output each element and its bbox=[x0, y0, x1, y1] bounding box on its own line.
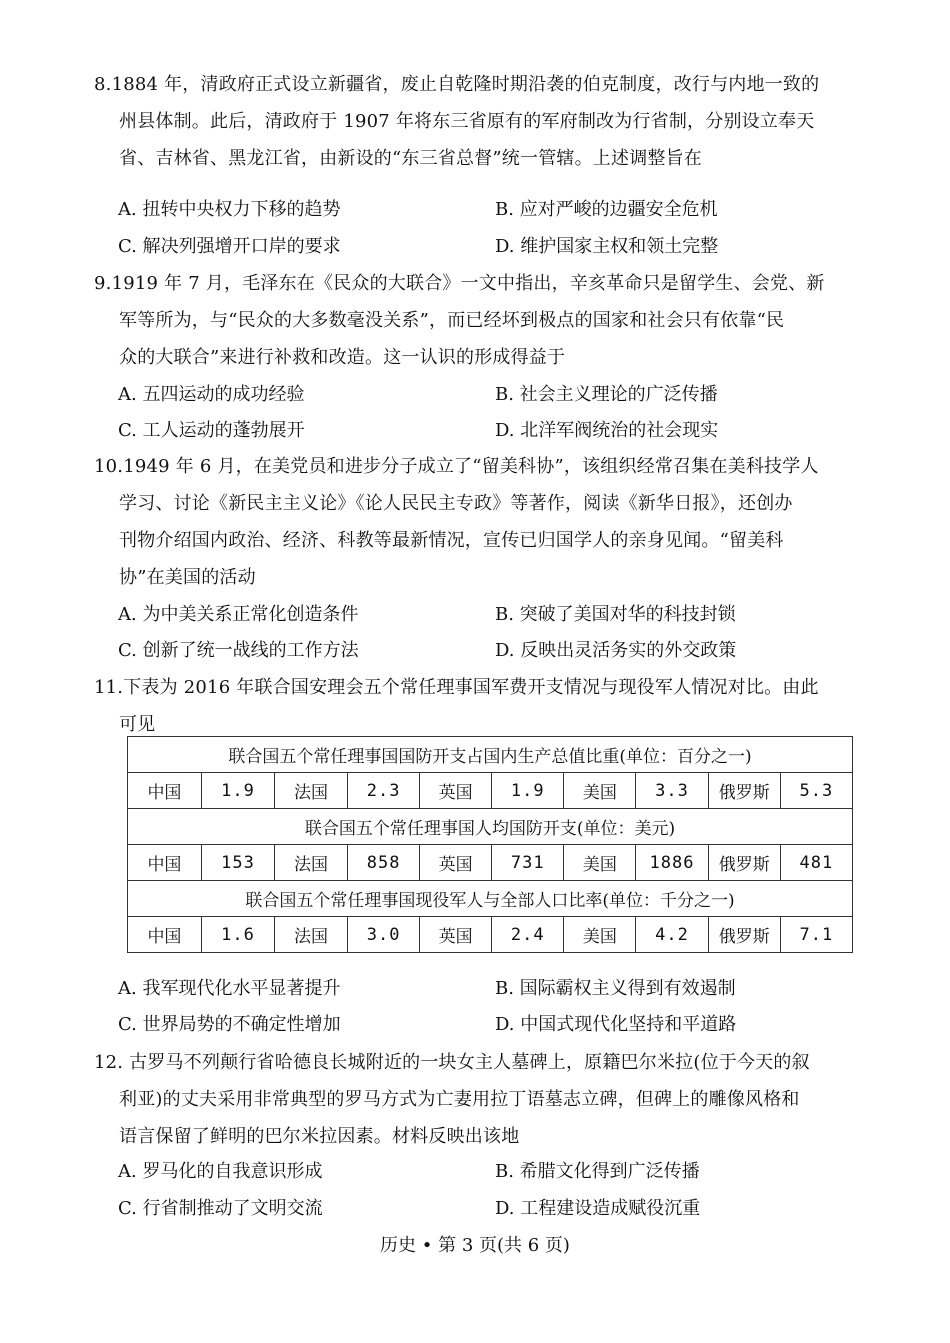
question-12-line-1: 12. 古罗马不列颠行省哈德良长城附近的一块女主人墓碑上，原籍巴尔米拉(位于今天的叙 bbox=[94, 1052, 810, 1073]
question-10-option-b[interactable]: B. 突破了美国对华的科技封锁 bbox=[495, 604, 736, 625]
table-title-per-capita: 联合国五个常任理事国人均国防开支(单位：美元) bbox=[128, 809, 853, 845]
country-cell: 美国 bbox=[564, 773, 636, 809]
country-cell: 中国 bbox=[128, 773, 202, 809]
country-cell: 法国 bbox=[275, 773, 348, 809]
country-cell: 中国 bbox=[128, 917, 202, 953]
question-12-option-b[interactable]: B. 希腊文化得到广泛传播 bbox=[495, 1161, 700, 1182]
table-row-title-2 bbox=[128, 809, 853, 845]
question-8-option-b[interactable]: B. 应对严峻的边疆安全危机 bbox=[495, 199, 718, 220]
table-row bbox=[128, 917, 853, 953]
question-9 bbox=[94, 265, 856, 376]
value-cell: 5.3 bbox=[780, 773, 852, 809]
country-cell: 俄罗斯 bbox=[708, 845, 780, 881]
question-10-line-2: 学习、讨论《新民主主义论》《论人民民主专政》等著作，阅读《新华日报》，还创办 bbox=[119, 493, 793, 514]
question-11-line-2: 可见 bbox=[119, 714, 156, 735]
table-row-title-3 bbox=[128, 881, 853, 917]
question-10-line-1: 10.1949 年 6 月，在美党员和进步分子成立了“留美科协”，该组织经常召集在美科技学人 bbox=[94, 456, 819, 477]
table-title-gdp-share: 联合国五个常任理事国国防开支占国内生产总值比重(单位：百分之一) bbox=[128, 737, 853, 773]
question-10-option-d[interactable]: D. 反映出灵活务实的外交政策 bbox=[495, 640, 737, 661]
value-cell: 1.9 bbox=[492, 773, 564, 809]
question-9-line-1: 9.1919 年 7 月，毛泽东在《民众的大联合》一文中指出，辛亥革命只是留学生、会党、新 bbox=[94, 273, 825, 294]
page-footer: 历史 • 第 3 页(共 6 页) bbox=[380, 1235, 570, 1256]
value-cell: 1.6 bbox=[201, 917, 274, 953]
country-cell: 俄罗斯 bbox=[708, 917, 780, 953]
question-9-option-a[interactable]: A. 五四运动的成功经验 bbox=[118, 384, 305, 405]
question-8 bbox=[94, 66, 856, 177]
question-8-line-1: 8.1884 年，清政府正式设立新疆省，废止自乾隆时期沿袭的伯克制度，改行与内地一致的 bbox=[94, 74, 820, 95]
table-title-active-duty: 联合国五个常任理事国现役军人与全部人口比率(单位：千分之一) bbox=[128, 881, 853, 917]
value-cell: 481 bbox=[780, 845, 852, 881]
country-cell: 法国 bbox=[275, 917, 348, 953]
question-11 bbox=[94, 669, 856, 743]
country-cell: 英国 bbox=[420, 773, 492, 809]
question-8-line-3: 省、吉林省、黑龙江省，由新设的“东三省总督”统一管辖。上述调整旨在 bbox=[119, 148, 703, 169]
question-10-option-c[interactable]: C. 创新了统一战线的工作方法 bbox=[118, 640, 359, 661]
question-12-option-d[interactable]: D. 工程建设造成赋役沉重 bbox=[495, 1198, 701, 1219]
question-10-option-a[interactable]: A. 为中美关系正常化创造条件 bbox=[118, 604, 359, 625]
question-9-line-3: 众的大联合”来进行补救和改造。这一认识的形成得益于 bbox=[119, 347, 566, 368]
question-10-line-4: 协”在美国的活动 bbox=[119, 567, 256, 588]
military-spending-table bbox=[127, 736, 853, 953]
question-8-option-a[interactable]: A. 扭转中央权力下移的趋势 bbox=[118, 199, 341, 220]
question-9-option-c[interactable]: C. 工人运动的蓬勃展开 bbox=[118, 420, 305, 441]
question-10-options-row-2 bbox=[118, 632, 858, 669]
question-9-line-2: 军等所为，与“民众的大多数毫没关系”，而已经坏到极点的国家和社会只有依靠“民 bbox=[119, 310, 785, 331]
value-cell: 3.3 bbox=[636, 773, 708, 809]
question-12-line-2: 利亚)的丈夫采用非常典型的罗马方式为亡妻用拉丁语墓志立碑，但碑上的雕像风格和 bbox=[119, 1089, 800, 1110]
question-11-option-d[interactable]: D. 中国式现代化坚持和平道路 bbox=[495, 1014, 737, 1035]
question-12-option-c[interactable]: C. 行省制推动了文明交流 bbox=[118, 1198, 323, 1219]
value-cell: 731 bbox=[492, 845, 564, 881]
value-cell: 7.1 bbox=[780, 917, 852, 953]
question-11-line-1: 11.下表为 2016 年联合国安理会五个常任理事国军费开支情况与现役军人情况对比。由此 bbox=[94, 677, 819, 698]
value-cell: 153 bbox=[201, 845, 274, 881]
country-cell: 美国 bbox=[564, 845, 636, 881]
question-8-options-row-2 bbox=[118, 228, 858, 265]
country-cell: 美国 bbox=[564, 917, 636, 953]
question-11-option-b[interactable]: B. 国际霸权主义得到有效遏制 bbox=[495, 978, 736, 999]
question-11-option-a[interactable]: A. 我军现代化水平显著提升 bbox=[118, 978, 341, 999]
question-12-line-3: 语言保留了鲜明的巴尔米拉因素。材料反映出该地 bbox=[119, 1126, 520, 1147]
question-12 bbox=[94, 1044, 856, 1155]
question-12-options-row-1 bbox=[118, 1153, 858, 1190]
value-cell: 4.2 bbox=[636, 917, 708, 953]
question-11-options-row-2 bbox=[118, 1006, 858, 1043]
country-cell: 英国 bbox=[420, 917, 492, 953]
question-8-option-d[interactable]: D. 维护国家主权和领土完整 bbox=[495, 236, 719, 257]
question-9-options-row-1 bbox=[118, 376, 858, 413]
question-10 bbox=[94, 448, 856, 596]
value-cell: 3.0 bbox=[347, 917, 419, 953]
question-9-option-b[interactable]: B. 社会主义理论的广泛传播 bbox=[495, 384, 718, 405]
question-11-options-row-1 bbox=[118, 970, 858, 1007]
table-row bbox=[128, 773, 853, 809]
question-8-line-2: 州县体制。此后，清政府于 1907 年将东三省原有的军府制改为行省制，分别设立奉天 bbox=[119, 111, 815, 132]
value-cell: 1886 bbox=[636, 845, 708, 881]
question-8-option-c[interactable]: C. 解决列强增开口岸的要求 bbox=[118, 236, 341, 257]
question-9-options-row-2 bbox=[118, 412, 858, 449]
question-12-option-a[interactable]: A. 罗马化的自我意识形成 bbox=[118, 1161, 323, 1182]
question-12-options-row-2 bbox=[118, 1190, 858, 1227]
question-10-options-row-1 bbox=[118, 596, 858, 633]
value-cell: 2.3 bbox=[347, 773, 419, 809]
question-9-option-d[interactable]: D. 北洋军阀统治的社会现实 bbox=[495, 420, 719, 441]
question-11-option-c[interactable]: C. 世界局势的不确定性增加 bbox=[118, 1014, 341, 1035]
country-cell: 英国 bbox=[420, 845, 492, 881]
question-10-line-3: 刊物介绍国内政治、经济、科教等最新情况，宣传已归国学人的亲身见闻。“留美科 bbox=[119, 530, 784, 551]
value-cell: 858 bbox=[347, 845, 419, 881]
country-cell: 中国 bbox=[128, 845, 202, 881]
question-8-options-row-1 bbox=[118, 191, 858, 228]
table-row-title-1 bbox=[128, 737, 853, 773]
country-cell: 法国 bbox=[275, 845, 348, 881]
table-row bbox=[128, 845, 853, 881]
value-cell: 1.9 bbox=[201, 773, 274, 809]
value-cell: 2.4 bbox=[492, 917, 564, 953]
country-cell: 俄罗斯 bbox=[708, 773, 780, 809]
